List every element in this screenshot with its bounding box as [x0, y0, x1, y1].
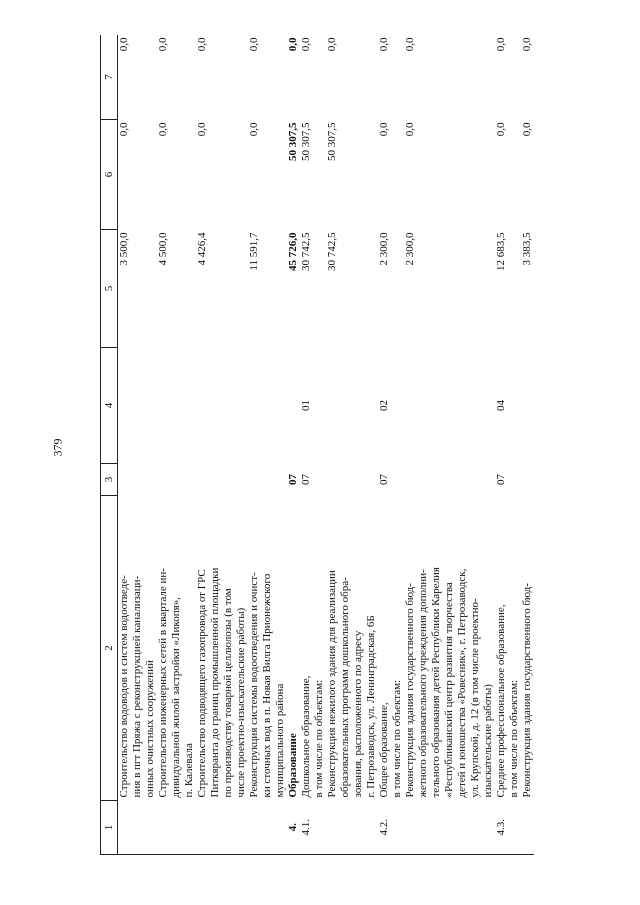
table-cell-c1	[469, 801, 482, 855]
table-row	[118, 35, 132, 855]
table-cell-c1	[482, 801, 495, 855]
table-cell-c2: онных очистных сооружений	[144, 660, 156, 798]
table-cell-c2: Среднее профессиональное образование,	[495, 604, 507, 798]
table-cell-c2: «Республиканский центр развития творчества	[443, 582, 455, 798]
table-cell-c7: 0,0	[118, 37, 130, 52]
table-cell-c7: 0,0	[404, 37, 416, 52]
table-cell-c6	[131, 120, 144, 230]
table-cell-c1: 4.2.	[378, 801, 391, 855]
table-cell-c5	[508, 230, 521, 348]
header-cell-3: 3	[101, 464, 118, 496]
table-cell-c5: 12 683,5	[495, 232, 507, 271]
page-number: 379	[50, 438, 65, 457]
table-cell-c2: ки сточных вод в п. Новая Вилга Прионежского	[261, 573, 273, 798]
table-cell-c4	[482, 348, 495, 464]
budget-table	[100, 35, 534, 855]
table-cell-c2: Реконструкция здания государственного бюд-	[521, 583, 533, 798]
table-cell-c2: зования, расположенного по адресу	[352, 630, 364, 798]
table-cell-c6	[365, 120, 378, 230]
table-cell-c1	[521, 801, 534, 855]
table-cell-c5	[430, 230, 443, 348]
table-cell-c2: тельного образования детей Республики Карелия	[430, 567, 442, 798]
table-cell-c3	[235, 464, 248, 496]
table-row	[196, 35, 209, 855]
table-row	[404, 35, 417, 855]
table-cell-c7: 0,0	[287, 37, 299, 52]
table-cell-c7	[417, 35, 430, 120]
table-cell-c7: 0,0	[248, 37, 260, 52]
table-row	[521, 35, 534, 855]
table-cell-c1	[248, 801, 261, 855]
table-cell-c1	[391, 801, 404, 855]
table-cell-c4	[352, 348, 365, 464]
table-cell-c4	[144, 348, 157, 464]
table-cell-c5	[391, 230, 404, 348]
table-cell-c2: детей и юношества «Ровесник», г. Петрозаводск,	[456, 568, 468, 798]
table-cell-c5	[417, 230, 430, 348]
table-cell-c4	[287, 348, 300, 464]
table-cell-c7	[235, 35, 248, 120]
table-cell-c7	[261, 35, 274, 120]
table-cell-c6: 50 307,5	[300, 122, 312, 161]
table-cell-c7	[222, 35, 235, 120]
table-cell-c3	[508, 464, 521, 496]
table-cell-c6	[209, 120, 222, 230]
table-cell-c7: 0,0	[326, 37, 338, 52]
table-cell-c6: 0,0	[248, 122, 260, 137]
table-cell-c5: 30 742,5	[300, 232, 312, 271]
table-cell-c1	[222, 801, 235, 855]
header-row	[101, 35, 118, 855]
table-row	[222, 35, 235, 855]
table-cell-c2: Питкяранта до границ промышленной площадки	[209, 567, 221, 798]
header-cell-4: 4	[101, 348, 118, 464]
table-cell-c5	[482, 230, 495, 348]
table-cell-c4	[131, 348, 144, 464]
table-cell-c4: 02	[378, 400, 390, 411]
table-cell-c3	[404, 464, 417, 496]
table-cell-c4	[456, 348, 469, 464]
header-cell-2: 2	[101, 496, 118, 801]
table-cell-c1: 4.1.	[300, 801, 313, 855]
table-row	[339, 35, 352, 855]
table-cell-c5	[235, 230, 248, 348]
table-cell-c1	[131, 801, 144, 855]
table-cell-c6	[352, 120, 365, 230]
table-cell-c3	[274, 464, 287, 496]
table-cell-c7	[508, 35, 521, 120]
table-cell-c3: 07	[495, 474, 507, 485]
table-cell-c6: 0,0	[157, 122, 169, 137]
table-cell-c6	[313, 120, 326, 230]
table-cell-c6	[235, 120, 248, 230]
table-cell-c6	[508, 120, 521, 230]
table-cell-c7	[209, 35, 222, 120]
table-row	[443, 35, 456, 855]
table-row	[274, 35, 287, 855]
table-cell-c1	[170, 801, 183, 855]
table-row	[456, 35, 469, 855]
table-cell-c2: ния в пгт Пряжа с реконструкцией канализаци-	[131, 575, 143, 798]
table-cell-c1: 4.	[287, 801, 300, 855]
table-cell-c4: 04	[495, 400, 507, 411]
table-cell-c5	[365, 230, 378, 348]
table-cell-c7	[144, 35, 157, 120]
table-cell-c2: в том числе по объектам:	[508, 679, 520, 798]
table-cell-c7	[482, 35, 495, 120]
table-cell-c1	[417, 801, 430, 855]
table-cell-c6: 0,0	[196, 122, 208, 137]
table-cell-c3	[482, 464, 495, 496]
table-cell-c1	[508, 801, 521, 855]
table-cell-c7	[430, 35, 443, 120]
table-cell-c4	[508, 348, 521, 464]
table-cell-c7	[391, 35, 404, 120]
table-row	[300, 35, 313, 855]
table-row	[417, 35, 430, 855]
table-cell-c3	[521, 464, 534, 496]
table-cell-c5	[274, 230, 287, 348]
table-cell-c7	[469, 35, 482, 120]
table-cell-c3	[131, 464, 144, 496]
table-cell-c4	[183, 348, 196, 464]
table-cell-c3	[326, 464, 339, 496]
table-cell-c6: 0,0	[495, 122, 507, 137]
table-cell-c1	[430, 801, 443, 855]
table-cell-c1	[157, 801, 170, 855]
table-cell-c3	[469, 464, 482, 496]
table-cell-c4	[365, 348, 378, 464]
table-cell-c7	[183, 35, 196, 120]
table-cell-c5	[170, 230, 183, 348]
header-cell-7: 7	[101, 35, 118, 120]
table-cell-c5: 2 300,0	[378, 232, 390, 266]
table-cell-c6	[456, 120, 469, 230]
table-cell-c5	[339, 230, 352, 348]
table-cell-c2: жетного образовательного учреждения дополни-	[417, 569, 429, 798]
table-cell-c5	[469, 230, 482, 348]
table-cell-c6	[183, 120, 196, 230]
table-cell-c3	[261, 464, 274, 496]
table-cell-c6: 0,0	[118, 122, 130, 137]
table-cell-c5	[222, 230, 235, 348]
table-cell-c3	[209, 464, 222, 496]
table-row	[482, 35, 495, 855]
table-cell-c6	[417, 120, 430, 230]
table-cell-c5: 4 426,4	[196, 232, 208, 266]
table-cell-c5: 2 300,0	[404, 232, 416, 266]
table-cell-c3	[313, 464, 326, 496]
table-cell-c5	[443, 230, 456, 348]
table-cell-c7: 0,0	[521, 37, 533, 52]
table-cell-c2: Образование	[287, 733, 299, 798]
table-cell-c2: изыскательские работы)	[482, 684, 494, 798]
table-cell-c6	[430, 120, 443, 230]
table-cell-c1	[313, 801, 326, 855]
table-row	[131, 35, 144, 855]
table-cell-c7	[274, 35, 287, 120]
table-cell-c3	[157, 464, 170, 496]
table-cell-c7	[339, 35, 352, 120]
table-cell-c5	[209, 230, 222, 348]
table-cell-c4	[391, 348, 404, 464]
table-cell-c4	[222, 348, 235, 464]
table-wrapper	[100, 35, 620, 855]
table-row	[209, 35, 222, 855]
table-cell-c6: 50 307,5	[287, 122, 299, 161]
table-cell-c6	[443, 120, 456, 230]
header-cell-1: 1	[101, 801, 118, 855]
table-cell-c3	[391, 464, 404, 496]
table-cell-c2: муниципального района	[274, 683, 286, 798]
table-cell-c3	[456, 464, 469, 496]
table-cell-c3	[118, 464, 132, 496]
table-cell-c2: Общее образование,	[378, 702, 390, 798]
table-cell-c4	[261, 348, 274, 464]
table-cell-c7	[365, 35, 378, 120]
table-cell-c4	[235, 348, 248, 464]
table-cell-c1	[183, 801, 196, 855]
table-cell-c6	[274, 120, 287, 230]
table-cell-c6	[261, 120, 274, 230]
table-cell-c7: 0,0	[196, 37, 208, 52]
table-cell-c4: 01	[300, 400, 312, 411]
table-row	[313, 35, 326, 855]
table-cell-c1	[118, 801, 132, 855]
table-cell-c1	[404, 801, 417, 855]
table-cell-c6	[339, 120, 352, 230]
table-cell-c4	[170, 348, 183, 464]
table-cell-c3	[170, 464, 183, 496]
table-cell-c2: п. Калевала	[183, 743, 195, 798]
table-cell-c2: в том числе по объектам:	[313, 679, 325, 798]
table-cell-c2: образовательных программ дошкольного обра-	[339, 577, 351, 798]
table-cell-c1	[352, 801, 365, 855]
table-cell-c7	[170, 35, 183, 120]
table-cell-c7: 0,0	[157, 37, 169, 52]
table-cell-c3	[144, 464, 157, 496]
table-row	[365, 35, 378, 855]
table-cell-c4	[248, 348, 261, 464]
table-cell-c1	[443, 801, 456, 855]
table-cell-c2: Реконструкция системы водоотведения и очист-	[248, 572, 260, 798]
table-row	[391, 35, 404, 855]
table-cell-c1	[144, 801, 157, 855]
table-cell-c7	[352, 35, 365, 120]
table-cell-c7: 0,0	[300, 37, 312, 52]
table-cell-c3	[365, 464, 378, 496]
table-row	[508, 35, 521, 855]
table-cell-c7	[443, 35, 456, 120]
table-cell-c2: г. Петрозаводск, ул. Ленинградская, 6Б	[365, 615, 377, 798]
table-cell-c2: Реконструкция нежилого здания для реализации	[326, 570, 338, 798]
table-cell-c7	[456, 35, 469, 120]
table-cell-c7: 0,0	[495, 37, 507, 52]
table-cell-c7	[313, 35, 326, 120]
table-cell-c1	[235, 801, 248, 855]
table-row	[378, 35, 391, 855]
table-cell-c2: в том числе по объектам:	[391, 679, 403, 798]
table-cell-c4	[196, 348, 209, 464]
table-cell-c5	[313, 230, 326, 348]
table-cell-c5	[183, 230, 196, 348]
table-cell-c6	[144, 120, 157, 230]
table-cell-c4	[157, 348, 170, 464]
table-cell-c6	[469, 120, 482, 230]
table-cell-c3	[222, 464, 235, 496]
rotated-page	[100, 35, 620, 855]
table-cell-c3	[196, 464, 209, 496]
table-row	[157, 35, 170, 855]
table-cell-c4	[404, 348, 417, 464]
table-cell-c5	[352, 230, 365, 348]
table-cell-c3	[352, 464, 365, 496]
table-cell-c6: 0,0	[404, 122, 416, 137]
table-row	[287, 35, 300, 855]
table-cell-c3	[183, 464, 196, 496]
table-cell-c5: 11 591,7	[248, 232, 260, 271]
table-row	[326, 35, 339, 855]
table-row	[469, 35, 482, 855]
table-cell-c2: числе проектно-изыскательские работы)	[235, 607, 247, 798]
table-cell-c2: ул. Крупской, д. 12 (в том числе проектно-	[469, 598, 481, 798]
table-cell-c7	[131, 35, 144, 120]
table-cell-c3	[443, 464, 456, 496]
table-row	[170, 35, 183, 855]
header-cell-5: 5	[101, 230, 118, 348]
table-cell-c4	[209, 348, 222, 464]
table-cell-c5	[131, 230, 144, 348]
table-row	[261, 35, 274, 855]
table-cell-c4	[430, 348, 443, 464]
table-cell-c3	[339, 464, 352, 496]
table-cell-c4	[339, 348, 352, 464]
table-cell-c4	[118, 348, 132, 464]
table-cell-c3	[248, 464, 261, 496]
table-cell-c2: по производству товарной целлюлозы (в том	[222, 588, 234, 798]
table-cell-c6: 50 307,5	[326, 122, 338, 161]
table-row	[430, 35, 443, 855]
table-cell-c5: 3 500,0	[118, 232, 130, 266]
table-cell-c1	[365, 801, 378, 855]
table-cell-c6	[170, 120, 183, 230]
table-cell-c1	[196, 801, 209, 855]
table-cell-c4	[417, 348, 430, 464]
table-cell-c3: 07	[378, 474, 390, 485]
table-cell-c6: 0,0	[521, 122, 533, 137]
table-row	[144, 35, 157, 855]
table-cell-c6	[222, 120, 235, 230]
table-cell-c1	[339, 801, 352, 855]
table-cell-c3: 07	[287, 474, 299, 485]
table-cell-c5	[144, 230, 157, 348]
table-cell-c3: 07	[300, 474, 312, 485]
table-cell-c1	[456, 801, 469, 855]
table-cell-c1	[326, 801, 339, 855]
table-cell-c1	[209, 801, 222, 855]
table-cell-c2: Строительство водоводов и систем водоотведе-	[118, 575, 130, 798]
table-cell-c4	[274, 348, 287, 464]
table-cell-c4	[443, 348, 456, 464]
table-cell-c5: 30 742,5	[326, 232, 338, 271]
table-row	[352, 35, 365, 855]
table-cell-c4	[313, 348, 326, 464]
table-row	[183, 35, 196, 855]
table-cell-c4	[469, 348, 482, 464]
table-cell-c3	[417, 464, 430, 496]
table-cell-c6	[391, 120, 404, 230]
table-row	[495, 35, 508, 855]
table-cell-c7: 0,0	[378, 37, 390, 52]
table-cell-c2: Дошкольное образование,	[300, 675, 312, 798]
table-cell-c6: 0,0	[378, 122, 390, 137]
table-cell-c2: Реконструкция здания государственного бюд-	[404, 583, 416, 798]
table-cell-c5: 4 500,0	[157, 232, 169, 266]
table-cell-c2: Строительство инженерных сетей в квартале ин-	[157, 568, 169, 798]
table-cell-c3	[430, 464, 443, 496]
table-cell-c5: 45 726,0	[287, 232, 299, 271]
table-row	[248, 35, 261, 855]
table-cell-c4	[326, 348, 339, 464]
header-cell-6: 6	[101, 120, 118, 230]
table-cell-c2: Строительство подводящего газопровода от ГРС	[196, 569, 208, 798]
table-cell-c1	[261, 801, 274, 855]
table-body	[118, 35, 535, 855]
table-cell-c2: дивидуальной жилой застройки «Ликопя»,	[170, 597, 182, 798]
table-cell-c6	[482, 120, 495, 230]
table-cell-c5	[261, 230, 274, 348]
table-cell-c4	[521, 348, 534, 464]
table-cell-c5	[456, 230, 469, 348]
table-cell-c1	[274, 801, 287, 855]
table-cell-c1: 4.3.	[495, 801, 508, 855]
table-cell-c5: 3 383,5	[521, 232, 533, 266]
table-row	[235, 35, 248, 855]
